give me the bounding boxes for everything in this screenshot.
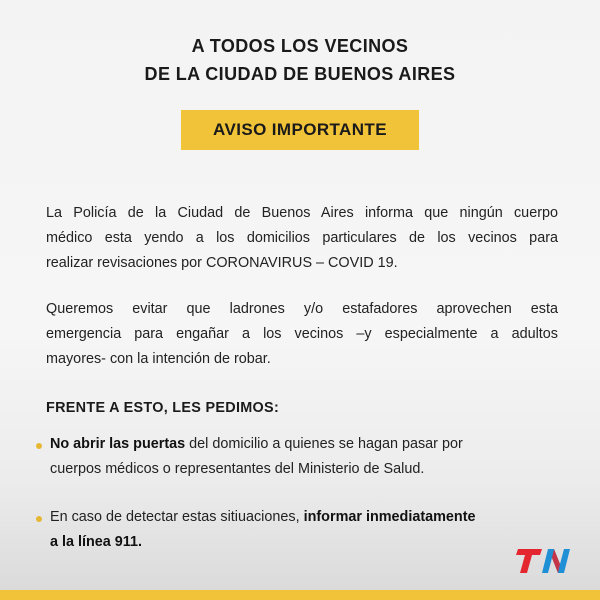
important-notice-badge: AVISO IMPORTANTE	[181, 110, 419, 150]
bullet-dot-icon	[36, 516, 42, 522]
paragraph-line: La Policía de la Ciudad de Buenos Aires informa que ningún cuerpo	[46, 205, 558, 221]
bullet-bold-text: informar inmediatamente	[303, 509, 476, 525]
bullet-text: del domicilio a quienes se hagan pasar por	[185, 436, 463, 452]
bullet-line	[50, 530, 566, 555]
paragraph-warning	[46, 297, 558, 372]
bullet-line	[50, 505, 566, 530]
paragraph-line: médico esta yendo a los domicilios particulares de los vecinos para	[46, 230, 558, 246]
paragraph-line: emergencia para engañar a los vecinos –y especialmente a adultos	[46, 326, 558, 342]
title-line-1: A TODOS LOS VECINOS	[191, 36, 409, 56]
bullet-text: En caso de detectar estas sitiuaciones,	[50, 509, 304, 525]
bullet-bold-text: a la línea 911.	[50, 534, 143, 550]
bullet-dot-icon	[36, 443, 42, 449]
tn-logo-icon	[512, 548, 574, 574]
paragraph-line: Queremos evitar que ladrones y/o estafadores aprovechen esta	[46, 301, 558, 317]
paragraph-line: realizar revisaciones por CORONAVIRUS – COVID 19.	[46, 255, 398, 271]
bottom-accent-bar	[0, 590, 600, 600]
bullet-line	[50, 432, 566, 457]
paragraph-line: mayores- con la intención de robar.	[46, 351, 271, 367]
bullet-line: cuerpos médicos o representantes del Ministerio de Salud.	[50, 461, 425, 477]
requests-subheading: FRENTE A ESTO, LES PEDIMOS:	[46, 400, 280, 416]
paragraph-police-info	[46, 201, 558, 276]
title-line-2: DE LA CIUDAD DE BUENOS AIRES	[144, 64, 456, 84]
bullet-bold-text: No abrir las puertas	[50, 436, 186, 452]
